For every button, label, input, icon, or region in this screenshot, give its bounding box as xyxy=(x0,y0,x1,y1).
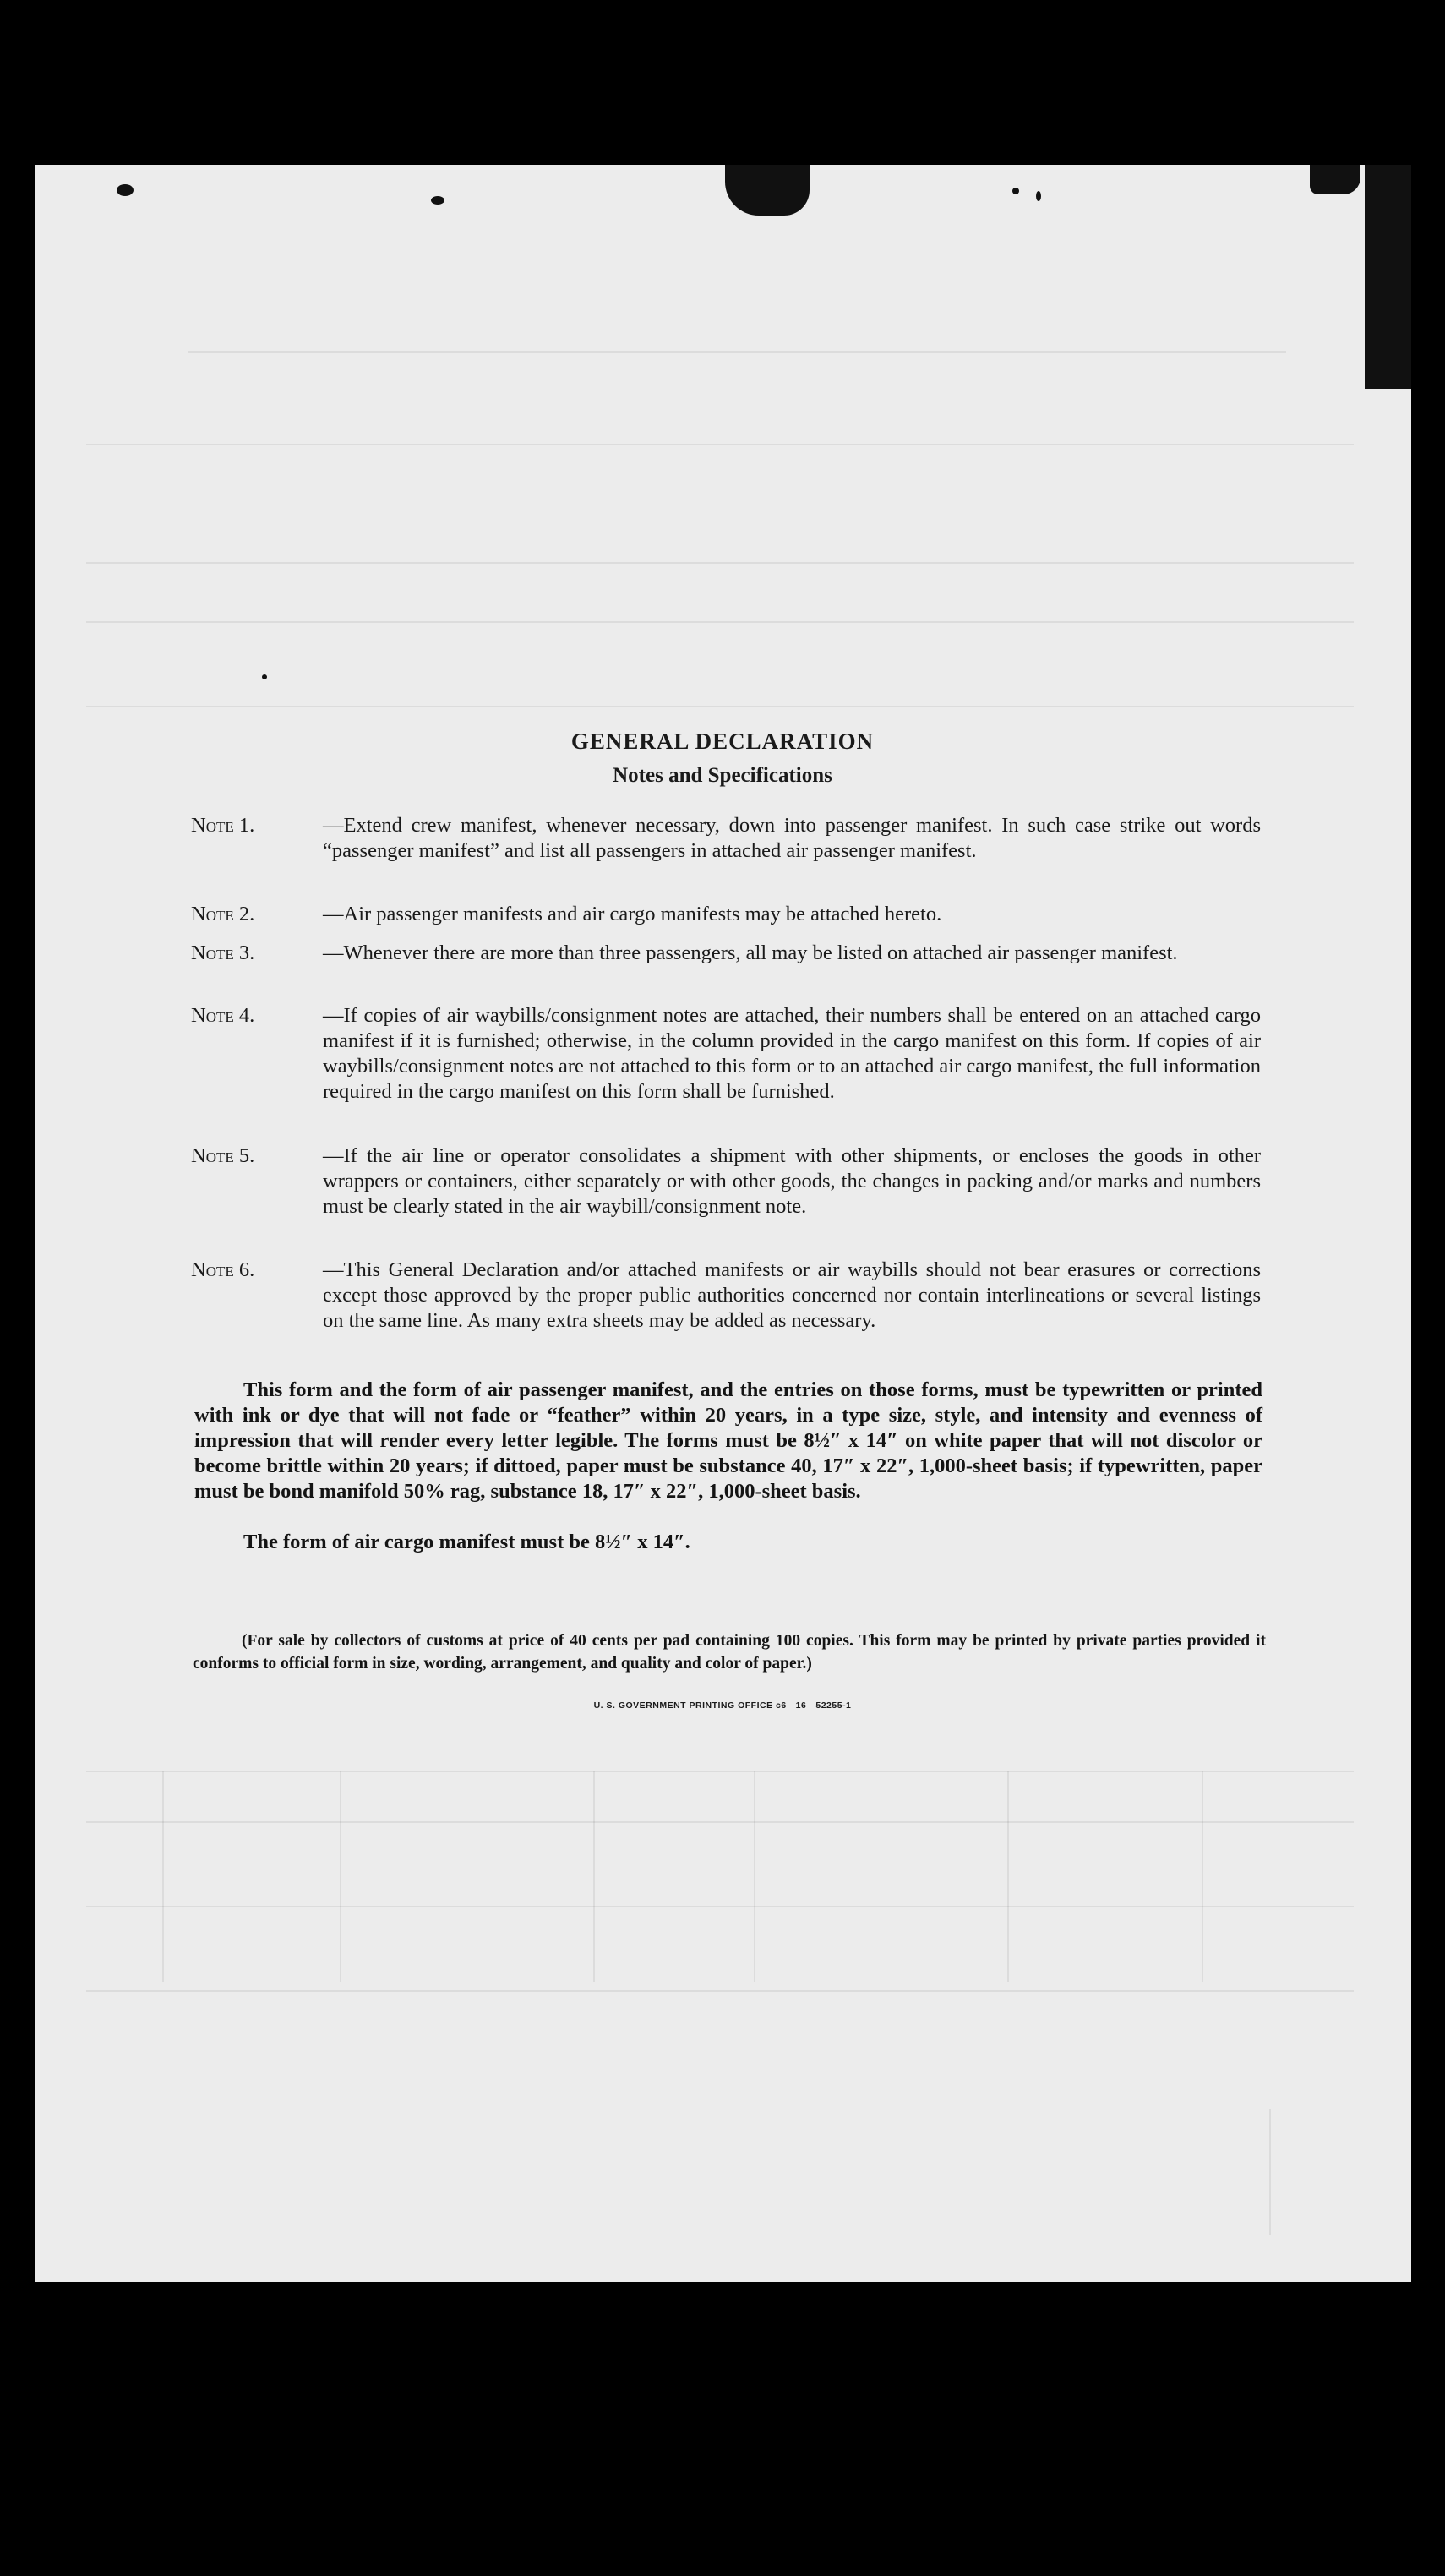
note-label: Note 2. xyxy=(191,903,255,925)
cargo-manifest-size-line: The form of air cargo manifest must be 8½″ x 14″. xyxy=(243,1531,690,1553)
note-3 xyxy=(191,941,1261,966)
note-text: —Extend crew manifest, whenever necessary, down into passenger manifest. In such case strike out words “passenger manifest” and list all passengers in attached air passenger manifest. xyxy=(323,814,1261,862)
ink-speck xyxy=(1012,188,1019,194)
note-1 xyxy=(191,813,1261,864)
torn-edge-mark xyxy=(1365,165,1411,389)
note-text: —Air passenger manifests and air cargo manifests may be attached hereto. xyxy=(323,903,942,925)
torn-edge-mark xyxy=(725,165,810,216)
note-4 xyxy=(191,1003,1261,1105)
torn-edge-mark xyxy=(1310,165,1360,194)
sale-notice: (For sale by collectors of customs at price of 40 cents per pad containing 100 copies. This form may be printed by private parties provided it conforms to official form in size, wording, arrangement, and quality and color of paper.) xyxy=(193,1632,1266,1673)
note-2 xyxy=(191,902,1261,927)
note-label: Note 4. xyxy=(191,1004,255,1027)
specifications-paragraph: This form and the form of air passenger manifest, and the entries on those forms, must be typewritten or printed with ink or dye that will not fade or “feather” within 20 years, in a type size, style, and intensity and evenness of impression that will render every letter legible. The forms must be 8½″ x 14″ on white paper that will not discolor or become brittle within 20 years; if dittoed, paper must be substance 40, 17″ x 22″, 1,000-sheet basis; if typewritten, paper must be bond manifold 50% rag, substance 18, 17″ x 22″, 1,000-sheet basis. xyxy=(194,1378,1262,1503)
document-title: GENERAL DECLARATION xyxy=(570,729,875,754)
sheet-edge xyxy=(1382,389,1411,2282)
document-sheet xyxy=(35,165,1408,2282)
document-subtitle: Notes and Specifications xyxy=(613,764,832,787)
note-label: Note 1. xyxy=(191,814,255,837)
ink-speck xyxy=(262,674,267,679)
note-text: —This General Declaration and/or attached manifests or air waybills should not bear erasures or corrections except those approved by the proper public authorities concerned nor contain interlineations or several listings on the same line. As many extra sheets may be added as necessary. xyxy=(323,1258,1261,1332)
ink-speck xyxy=(117,184,134,196)
printer-imprint: U. S. GOVERNMENT PRINTING OFFICE c6—16—52255-1 xyxy=(593,1700,852,1711)
ink-speck xyxy=(431,196,444,205)
note-5 xyxy=(191,1143,1261,1220)
ink-speck xyxy=(1036,191,1041,201)
note-label: Note 5. xyxy=(191,1144,255,1167)
note-text: —If the air line or operator consolidates a shipment with other shipments, or encloses the goods in other wrappers or containers, either separately or with other goods, the changes in packing and/or marks and numbers must be clearly stated in the air waybill/consignment note. xyxy=(323,1144,1261,1218)
note-6 xyxy=(191,1258,1261,1334)
note-text: —If copies of air waybills/consignment notes are attached, their numbers shall be entered on an attached cargo manifest if it is furnished; otherwise, in the column provided in the cargo manifest on this form. If copies of air waybills/consignment notes are not attached to this form or to an attached air cargo manifest, the full information required in the cargo manifest on this form shall be furnished. xyxy=(323,1004,1261,1103)
note-label: Note 3. xyxy=(191,941,255,964)
note-text: —Whenever there are more than three passengers, all may be listed on attached air passenger manifest. xyxy=(323,941,1178,964)
note-label: Note 6. xyxy=(191,1258,255,1281)
